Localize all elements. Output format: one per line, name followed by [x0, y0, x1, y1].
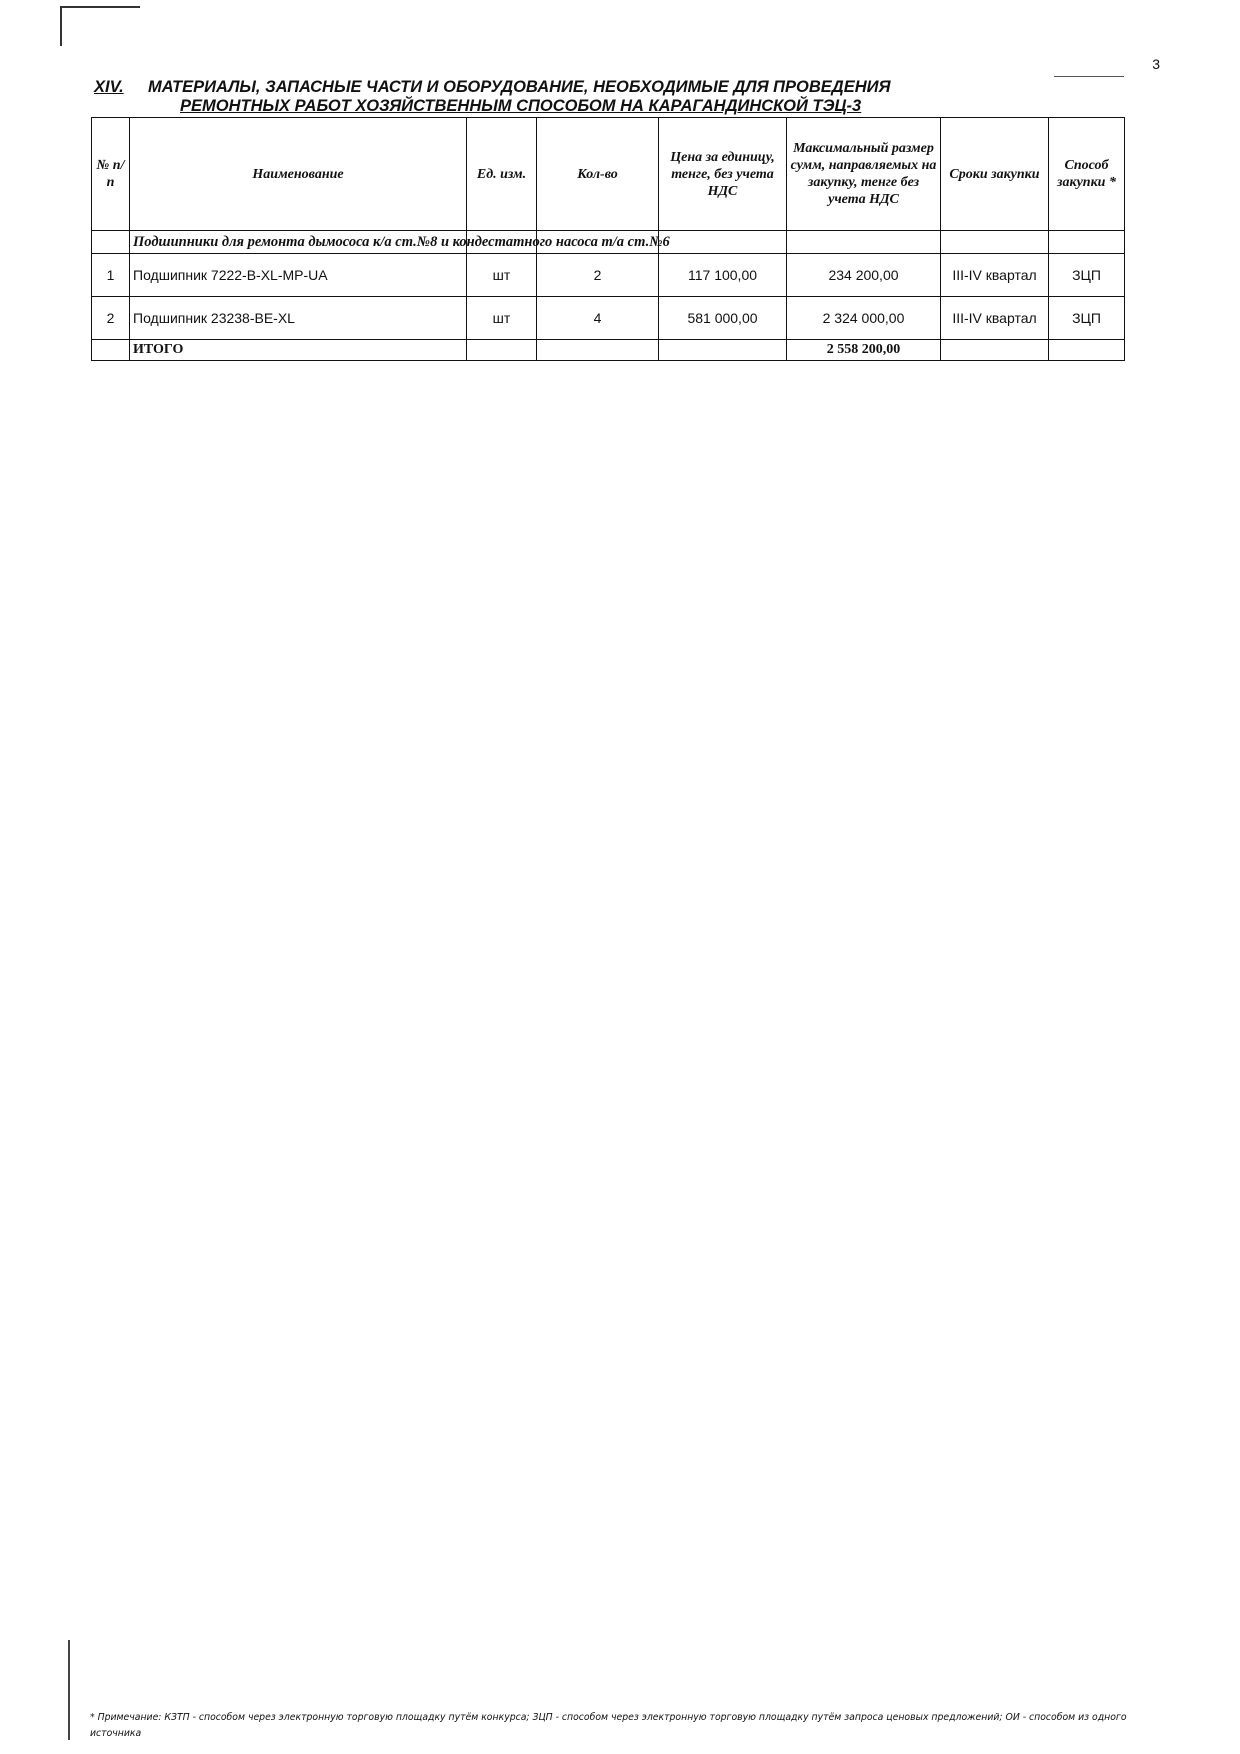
row-method: ЗЦП — [1049, 254, 1125, 297]
total-empty-cell — [1049, 340, 1125, 361]
row-period: III-IV квартал — [941, 254, 1049, 297]
total-empty-cell — [659, 340, 787, 361]
scan-edge-mark — [60, 6, 62, 46]
header-name: Наименование — [130, 118, 467, 231]
header-period: Сроки закупки — [941, 118, 1049, 231]
row-qty: 4 — [537, 297, 659, 340]
section-heading — [94, 78, 1124, 116]
footnote: * Примечание: КЗТП - способом через электронную торговую площадку путём конкурса; ЗЦП - способом через электронную торговую площадку путём запроса ценовых предложений; ОИ - способом из одного источника — [90, 1712, 1127, 1739]
group-empty-cell — [787, 231, 941, 254]
total-sum: 2 558 200,00 — [787, 340, 941, 361]
table-row — [92, 254, 1125, 297]
page-number: 3 — [1152, 56, 1160, 72]
row-num: 1 — [92, 254, 130, 297]
row-name: Подшипник 7222-B-XL-MP-UA — [130, 254, 467, 297]
materials-table — [91, 117, 1125, 361]
row-name: Подшипник 23238-BE-XL — [130, 297, 467, 340]
group-title: Подшипники для ремонта дымососа к/а ст.№8 и кондестатного насоса т/а ст.№6 — [130, 231, 467, 254]
group-empty-cell — [941, 231, 1049, 254]
group-empty-cell — [659, 231, 787, 254]
row-method: ЗЦП — [1049, 297, 1125, 340]
row-num: 2 — [92, 297, 130, 340]
scan-edge-mark — [60, 6, 140, 8]
total-empty-cell — [537, 340, 659, 361]
header-qty: Кол-во — [537, 118, 659, 231]
group-empty-cell — [1049, 231, 1125, 254]
section-number: XIV. — [94, 78, 124, 96]
row-period: III-IV квартал — [941, 297, 1049, 340]
header-price: Цена за единицу, тенге, без учета НДС — [659, 118, 787, 231]
total-label: ИТОГО — [130, 340, 467, 361]
row-price: 581 000,00 — [659, 297, 787, 340]
row-max-sum: 234 200,00 — [787, 254, 941, 297]
total-empty-cell — [941, 340, 1049, 361]
total-empty-cell — [92, 340, 130, 361]
row-unit: шт — [467, 297, 537, 340]
table-header-row — [92, 118, 1125, 231]
group-empty-cell — [92, 231, 130, 254]
heading-line-2: РЕМОНТНЫХ РАБОТ ХОЗЯЙСТВЕННЫМ СПОСОБОМ НА КАРАГАНДИНСКОЙ ТЭЦ-3 — [180, 97, 862, 115]
table-row — [92, 297, 1125, 340]
row-unit: шт — [467, 254, 537, 297]
row-qty: 2 — [537, 254, 659, 297]
heading-line-1: МАТЕРИАЛЫ, ЗАПАСНЫЕ ЧАСТИ И ОБОРУДОВАНИЕ, НЕОБХОДИМЫЕ ДЛЯ ПРОВЕДЕНИЯ — [148, 78, 891, 96]
page-number-rule — [1054, 76, 1124, 77]
total-empty-cell — [467, 340, 537, 361]
row-max-sum: 2 324 000,00 — [787, 297, 941, 340]
header-method: Способ закупки * — [1049, 118, 1125, 231]
total-row — [92, 340, 1125, 361]
header-max-sum: Максимальный размер сумм, направляемых на закупку, тенге без учета НДС — [787, 118, 941, 231]
row-price: 117 100,00 — [659, 254, 787, 297]
header-unit: Ед. изм. — [467, 118, 537, 231]
group-row — [92, 231, 1125, 254]
scan-edge-mark — [68, 1640, 70, 1740]
header-num: № п/п — [92, 118, 130, 231]
